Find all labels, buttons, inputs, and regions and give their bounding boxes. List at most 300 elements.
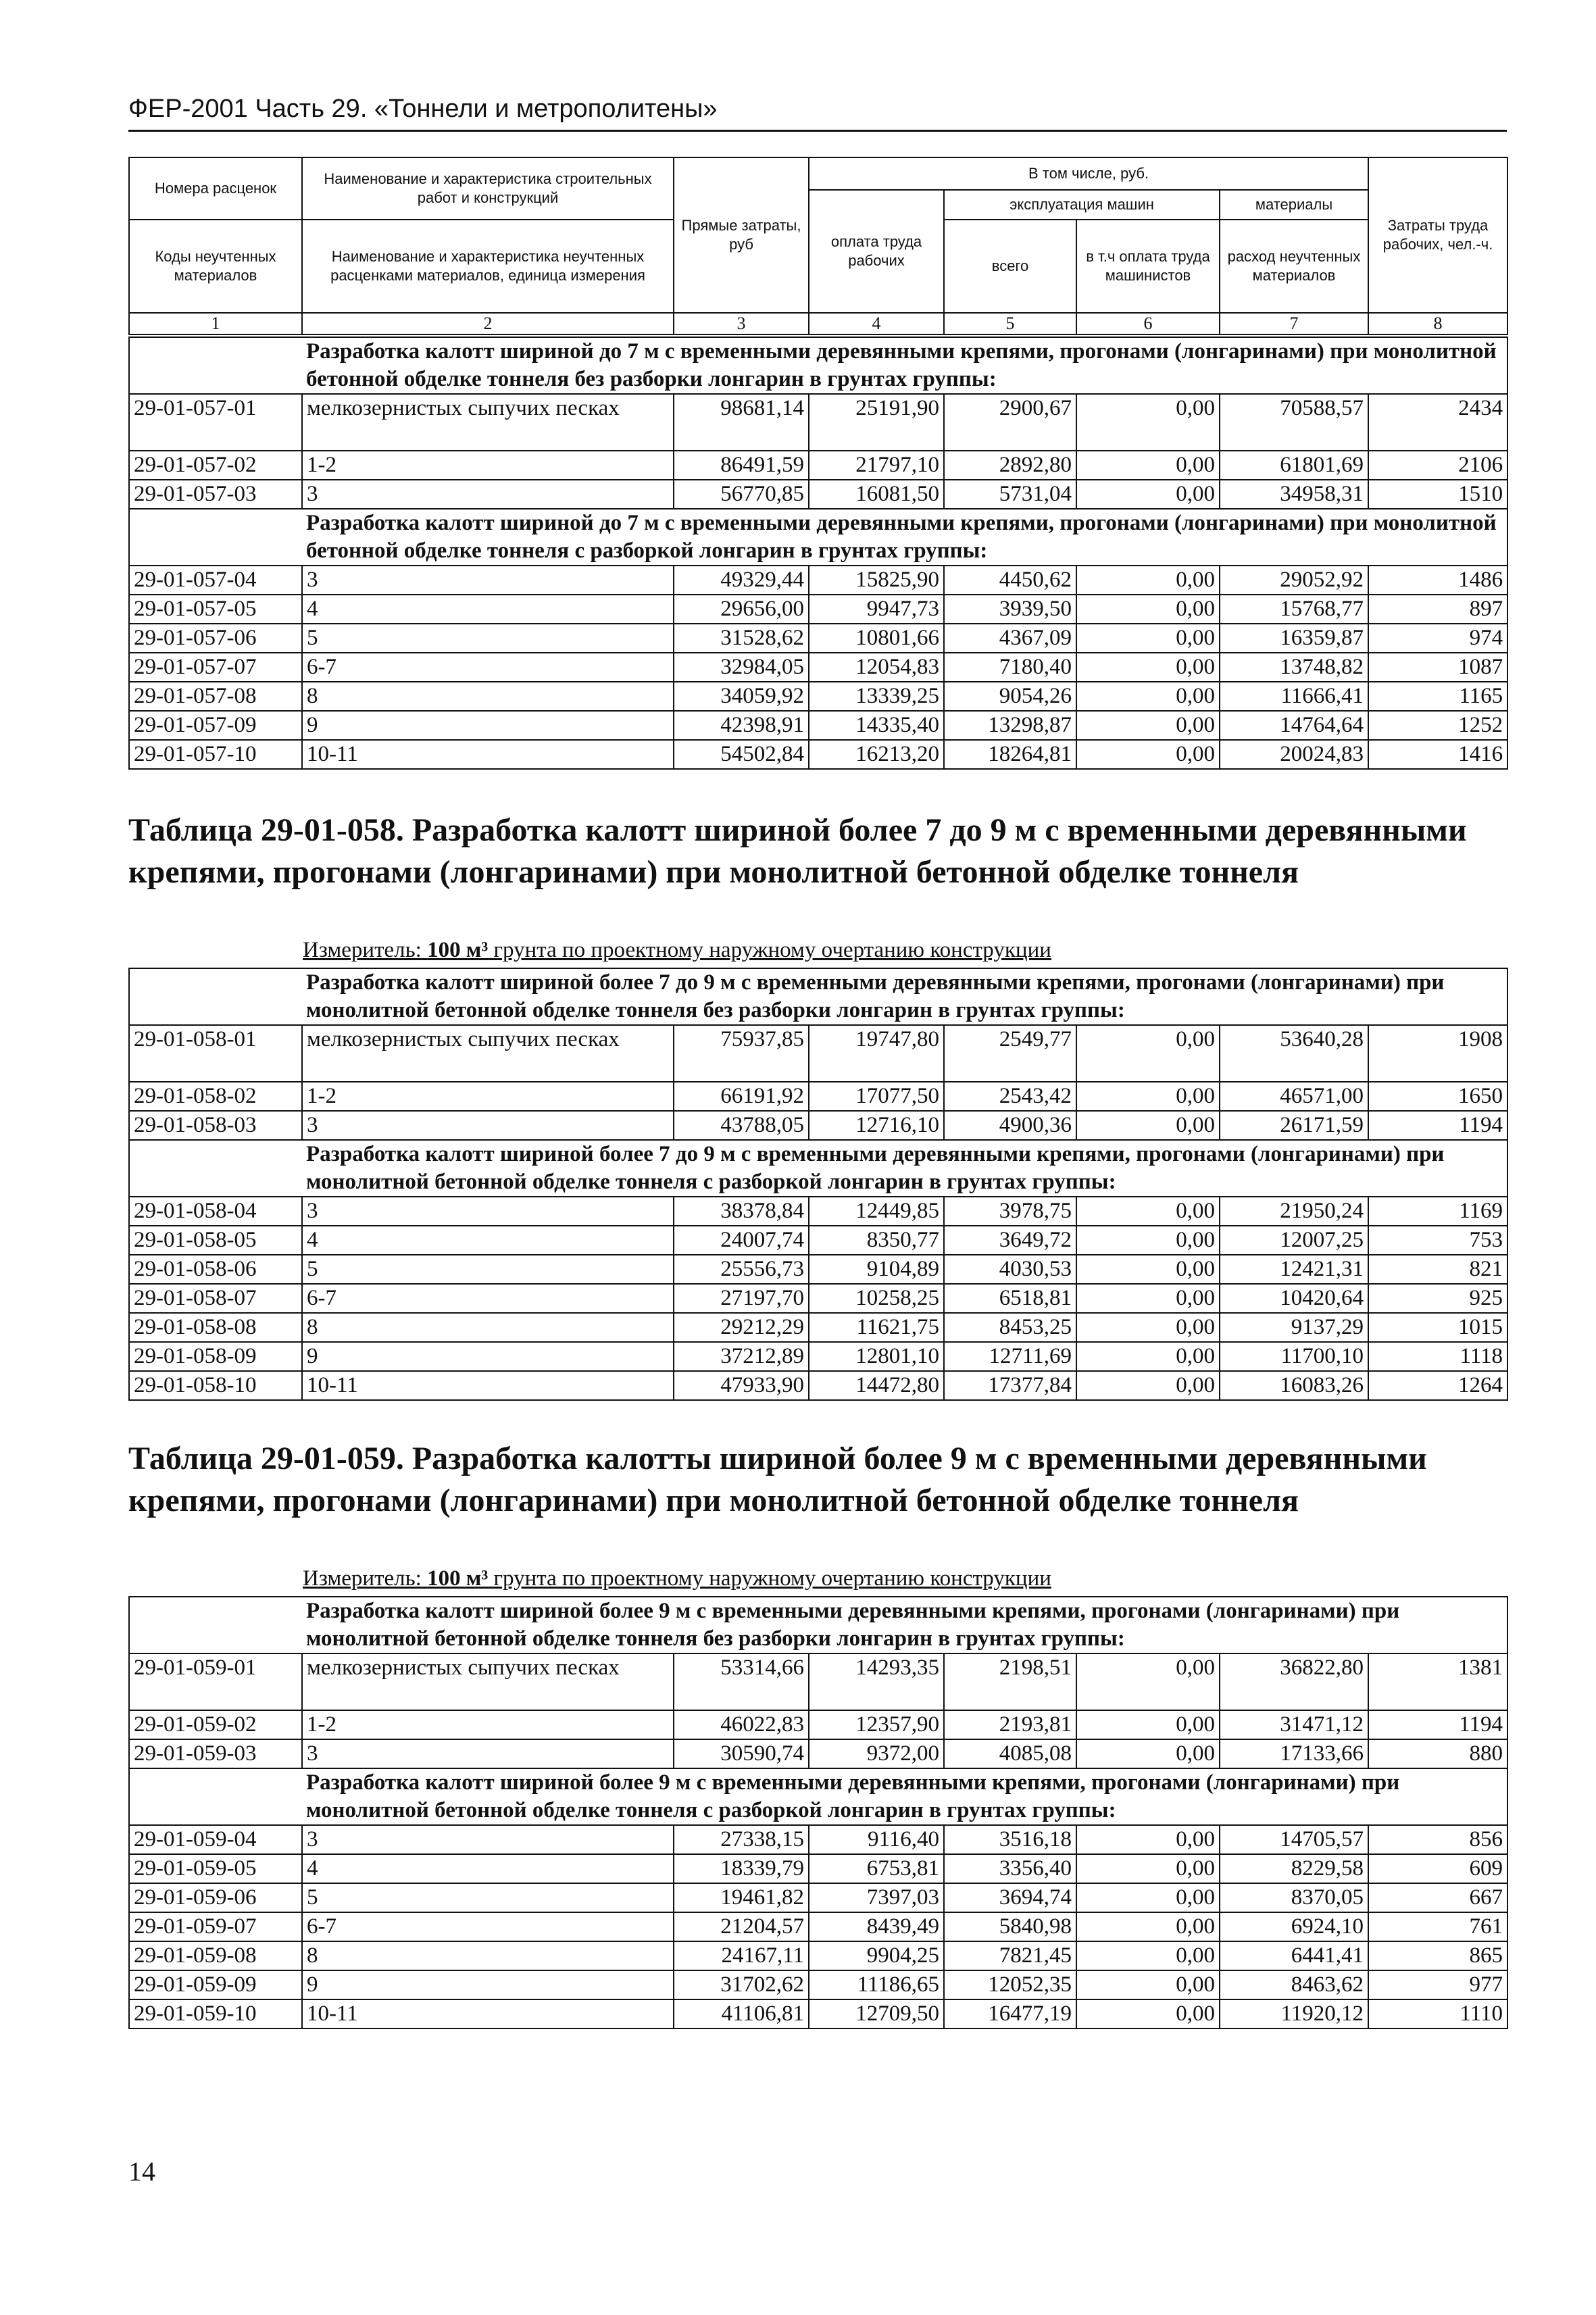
work-name: 3 bbox=[302, 1111, 674, 1140]
rate-code: 29-01-058-09 bbox=[129, 1342, 302, 1371]
work-name: 5 bbox=[302, 1255, 674, 1284]
table-059-title-text: Разработка калотты шириной более 9 м с временными деревянными крепями, прогонами (лонгаринами) при монолитной бетонной обделке тоннеля bbox=[128, 1441, 1427, 1518]
materials: 9137,29 bbox=[1220, 1313, 1368, 1342]
labor-hours: 1381 bbox=[1368, 1653, 1507, 1710]
machine-total: 12052,35 bbox=[944, 1970, 1076, 1999]
rate-code: 29-01-059-10 bbox=[129, 1999, 302, 2028]
direct-cost: 49329,44 bbox=[674, 566, 809, 595]
labor-hours: 977 bbox=[1368, 1970, 1507, 1999]
direct-cost: 31528,62 bbox=[674, 624, 809, 653]
column-header-table bbox=[128, 157, 1508, 335]
table-row bbox=[129, 1025, 1507, 1082]
labor-hours: 897 bbox=[1368, 595, 1507, 624]
rate-code: 29-01-058-08 bbox=[129, 1313, 302, 1342]
labor-hours: 925 bbox=[1368, 1284, 1507, 1313]
work-name: 6-7 bbox=[302, 1284, 674, 1313]
col-header-4: оплата труда рабочих bbox=[809, 190, 944, 313]
machinist-pay: 0,00 bbox=[1076, 1342, 1220, 1371]
work-name: 4 bbox=[302, 1854, 674, 1883]
measure-rest: грунта по проектному наружному очертанию конструкции bbox=[493, 1566, 1051, 1591]
machine-total: 3694,74 bbox=[944, 1883, 1076, 1912]
section-heading-spacer bbox=[129, 1140, 302, 1197]
table-row bbox=[129, 653, 1507, 682]
machinist-pay: 0,00 bbox=[1076, 1912, 1220, 1941]
machinist-pay: 0,00 bbox=[1076, 740, 1220, 769]
direct-cost: 27338,15 bbox=[674, 1825, 809, 1854]
machinist-pay: 0,00 bbox=[1076, 1111, 1220, 1140]
labor-pay: 11621,75 bbox=[809, 1313, 944, 1342]
direct-cost: 19461,82 bbox=[674, 1883, 809, 1912]
direct-cost: 34059,92 bbox=[674, 682, 809, 711]
labor-pay: 12801,10 bbox=[809, 1342, 944, 1371]
table-row bbox=[129, 1825, 1507, 1854]
col-num-7: 7 bbox=[1220, 313, 1368, 334]
machinist-pay: 0,00 bbox=[1076, 1739, 1220, 1768]
labor-hours: 1194 bbox=[1368, 1111, 1507, 1140]
table-row bbox=[129, 1854, 1507, 1883]
materials: 46571,00 bbox=[1220, 1082, 1368, 1111]
labor-hours: 1087 bbox=[1368, 653, 1507, 682]
labor-pay: 9116,40 bbox=[809, 1825, 944, 1854]
machinist-pay: 0,00 bbox=[1076, 1371, 1220, 1400]
rate-code: 29-01-057-04 bbox=[129, 566, 302, 595]
table-row bbox=[129, 624, 1507, 653]
materials: 11700,10 bbox=[1220, 1342, 1368, 1371]
rate-code: 29-01-059-06 bbox=[129, 1883, 302, 1912]
rate-code: 29-01-058-05 bbox=[129, 1226, 302, 1255]
work-name: мелкозернистых сыпучих песках bbox=[302, 1025, 674, 1082]
section-heading-row bbox=[129, 1768, 1507, 1825]
section-heading: Разработка калотт шириной более 9 м с временными деревянными крепями, прогонами (лонгаринами) при монолитной бетонной обделке тоннеля с разборкой лонгарин в грунтах группы: bbox=[302, 1768, 1507, 1825]
data-table bbox=[128, 337, 1508, 770]
direct-cost: 75937,85 bbox=[674, 1025, 809, 1082]
materials: 14764,64 bbox=[1220, 711, 1368, 740]
section-heading-spacer bbox=[129, 509, 302, 566]
work-name: 3 bbox=[302, 1739, 674, 1768]
direct-cost: 30590,74 bbox=[674, 1739, 809, 1768]
labor-hours: 2106 bbox=[1368, 451, 1507, 480]
machinist-pay: 0,00 bbox=[1076, 1710, 1220, 1739]
machinist-pay: 0,00 bbox=[1076, 394, 1220, 451]
rate-code: 29-01-058-02 bbox=[129, 1082, 302, 1111]
section-heading: Разработка калотт шириной более 7 до 9 м с временными деревянными крепями, прогонами (лонгаринами) при монолитной бетонной обделке тоннеля без разборки лонгарин в грунтах группы: bbox=[302, 968, 1507, 1025]
col-header-1a: Номера расценок bbox=[129, 157, 302, 220]
work-name: 1-2 bbox=[302, 1082, 674, 1111]
machinist-pay: 0,00 bbox=[1076, 1970, 1220, 1999]
measure-rest: грунта по проектному наружному очертанию конструкции bbox=[493, 938, 1051, 962]
labor-pay: 9372,00 bbox=[809, 1739, 944, 1768]
materials: 10420,64 bbox=[1220, 1284, 1368, 1313]
materials: 6924,10 bbox=[1220, 1912, 1368, 1941]
table-row bbox=[129, 1313, 1507, 1342]
table-row bbox=[129, 1371, 1507, 1400]
labor-hours: 1510 bbox=[1368, 480, 1507, 509]
materials: 8229,58 bbox=[1220, 1854, 1368, 1883]
machinist-pay: 0,00 bbox=[1076, 1226, 1220, 1255]
col-header-5: всего bbox=[944, 220, 1076, 313]
section-heading-spacer bbox=[129, 337, 302, 394]
labor-pay: 8439,49 bbox=[809, 1912, 944, 1941]
machine-total: 18264,81 bbox=[944, 740, 1076, 769]
materials: 29052,92 bbox=[1220, 566, 1368, 595]
work-name: 3 bbox=[302, 1197, 674, 1226]
rate-code: 29-01-058-03 bbox=[129, 1111, 302, 1140]
section-heading-spacer bbox=[129, 1597, 302, 1653]
column-header-block bbox=[128, 157, 1507, 335]
labor-hours: 865 bbox=[1368, 1941, 1507, 1970]
page-number: 14 bbox=[128, 2156, 155, 2187]
labor-pay: 10801,66 bbox=[809, 624, 944, 653]
labor-pay: 15825,90 bbox=[809, 566, 944, 595]
machinist-pay: 0,00 bbox=[1076, 480, 1220, 509]
work-name: 9 bbox=[302, 711, 674, 740]
labor-pay: 17077,50 bbox=[809, 1082, 944, 1111]
data-table bbox=[128, 968, 1508, 1401]
labor-hours: 1252 bbox=[1368, 711, 1507, 740]
direct-cost: 31702,62 bbox=[674, 1970, 809, 1999]
machine-total: 5840,98 bbox=[944, 1912, 1076, 1941]
rate-code: 29-01-058-04 bbox=[129, 1197, 302, 1226]
work-name: 8 bbox=[302, 1313, 674, 1342]
data-table bbox=[128, 1596, 1508, 2029]
table-059-body bbox=[128, 1596, 1507, 2029]
direct-cost: 46022,83 bbox=[674, 1710, 809, 1739]
machine-total: 3649,72 bbox=[944, 1226, 1076, 1255]
materials: 12421,31 bbox=[1220, 1255, 1368, 1284]
materials: 16359,87 bbox=[1220, 624, 1368, 653]
direct-cost: 24007,74 bbox=[674, 1226, 809, 1255]
table-057-body bbox=[128, 337, 1507, 770]
labor-hours: 1110 bbox=[1368, 1999, 1507, 2028]
table-row bbox=[129, 1226, 1507, 1255]
labor-hours: 821 bbox=[1368, 1255, 1507, 1284]
labor-pay: 12709,50 bbox=[809, 1999, 944, 2028]
materials: 11920,12 bbox=[1220, 1999, 1368, 2028]
direct-cost: 27197,70 bbox=[674, 1284, 809, 1313]
rate-code: 29-01-057-05 bbox=[129, 595, 302, 624]
direct-cost: 37212,89 bbox=[674, 1342, 809, 1371]
labor-hours: 1165 bbox=[1368, 682, 1507, 711]
direct-cost: 42398,91 bbox=[674, 711, 809, 740]
labor-pay: 9947,73 bbox=[809, 595, 944, 624]
labor-pay: 12449,85 bbox=[809, 1197, 944, 1226]
labor-pay: 16081,50 bbox=[809, 480, 944, 509]
section-heading-spacer bbox=[129, 1768, 302, 1825]
labor-pay: 13339,25 bbox=[809, 682, 944, 711]
labor-hours: 974 bbox=[1368, 624, 1507, 653]
rate-code: 29-01-059-03 bbox=[129, 1739, 302, 1768]
materials: 20024,83 bbox=[1220, 740, 1368, 769]
col-header-3: Прямые затраты, руб bbox=[674, 157, 809, 313]
machine-total: 4085,08 bbox=[944, 1739, 1076, 1768]
machine-total: 12711,69 bbox=[944, 1342, 1076, 1371]
work-name: 5 bbox=[302, 1883, 674, 1912]
machine-total: 2892,80 bbox=[944, 451, 1076, 480]
direct-cost: 43788,05 bbox=[674, 1111, 809, 1140]
labor-hours: 1169 bbox=[1368, 1197, 1507, 1226]
rate-code: 29-01-059-08 bbox=[129, 1941, 302, 1970]
machinist-pay: 0,00 bbox=[1076, 653, 1220, 682]
work-name: мелкозернистых сыпучих песках bbox=[302, 1653, 674, 1710]
machine-total: 2900,67 bbox=[944, 394, 1076, 451]
machinist-pay: 0,00 bbox=[1076, 1197, 1220, 1226]
direct-cost: 66191,92 bbox=[674, 1082, 809, 1111]
col-num-5: 5 bbox=[944, 313, 1076, 334]
rate-code: 29-01-057-03 bbox=[129, 480, 302, 509]
rate-code: 29-01-059-01 bbox=[129, 1653, 302, 1710]
materials: 8370,05 bbox=[1220, 1883, 1368, 1912]
direct-cost: 25556,73 bbox=[674, 1255, 809, 1284]
materials: 26171,59 bbox=[1220, 1111, 1368, 1140]
col-header-7: расход неучтенных материалов bbox=[1220, 220, 1368, 313]
section-heading-spacer bbox=[129, 968, 302, 1025]
table-058-measure bbox=[303, 938, 1051, 963]
labor-pay: 10258,25 bbox=[809, 1284, 944, 1313]
table-row bbox=[129, 1999, 1507, 2028]
section-heading: Разработка калотт шириной более 9 м с временными деревянными крепями, прогонами (лонгаринами) при монолитной бетонной обделке тоннеля без разборки лонгарин в грунтах группы: bbox=[302, 1597, 1507, 1653]
table-row bbox=[129, 1970, 1507, 1999]
labor-pay: 14335,40 bbox=[809, 711, 944, 740]
measure-value: 100 м³ bbox=[427, 1566, 489, 1591]
rate-code: 29-01-057-07 bbox=[129, 653, 302, 682]
materials: 31471,12 bbox=[1220, 1710, 1368, 1739]
labor-pay: 7397,03 bbox=[809, 1883, 944, 1912]
work-name: 5 bbox=[302, 624, 674, 653]
machine-total: 4030,53 bbox=[944, 1255, 1076, 1284]
labor-hours: 761 bbox=[1368, 1912, 1507, 1941]
table-row bbox=[129, 1197, 1507, 1226]
labor-pay: 25191,90 bbox=[809, 394, 944, 451]
rate-code: 29-01-059-07 bbox=[129, 1912, 302, 1941]
machinist-pay: 0,00 bbox=[1076, 1883, 1220, 1912]
machine-total: 16477,19 bbox=[944, 1999, 1076, 2028]
machinist-pay: 0,00 bbox=[1076, 682, 1220, 711]
machinist-pay: 0,00 bbox=[1076, 1313, 1220, 1342]
machinist-pay: 0,00 bbox=[1076, 595, 1220, 624]
materials: 16083,26 bbox=[1220, 1371, 1368, 1400]
machine-total: 2198,51 bbox=[944, 1653, 1076, 1710]
col-num-2: 2 bbox=[302, 313, 674, 334]
machine-total: 7180,40 bbox=[944, 653, 1076, 682]
work-name: 3 bbox=[302, 1825, 674, 1854]
materials: 21950,24 bbox=[1220, 1197, 1368, 1226]
labor-pay: 8350,77 bbox=[809, 1226, 944, 1255]
table-row bbox=[129, 1284, 1507, 1313]
table-058-body bbox=[128, 968, 1507, 1401]
machine-total: 2193,81 bbox=[944, 1710, 1076, 1739]
machine-total: 4367,09 bbox=[944, 624, 1076, 653]
table-row bbox=[129, 480, 1507, 509]
section-heading: Разработка калотт шириной более 7 до 9 м с временными деревянными крепями, прогонами (лонгаринами) при монолитной бетонной обделке тоннеля с разборкой лонгарин в грунтах группы: bbox=[302, 1140, 1507, 1197]
col-num-4: 4 bbox=[809, 313, 944, 334]
work-name: 6-7 bbox=[302, 1912, 674, 1941]
rate-code: 29-01-057-08 bbox=[129, 682, 302, 711]
table-058-label: Таблица 29-01-058. bbox=[128, 812, 404, 848]
work-name: мелкозернистых сыпучих песках bbox=[302, 394, 674, 451]
labor-hours: 856 bbox=[1368, 1825, 1507, 1854]
machinist-pay: 0,00 bbox=[1076, 624, 1220, 653]
machinist-pay: 0,00 bbox=[1076, 1082, 1220, 1111]
labor-pay: 16213,20 bbox=[809, 740, 944, 769]
work-name: 8 bbox=[302, 682, 674, 711]
labor-pay: 9104,89 bbox=[809, 1255, 944, 1284]
direct-cost: 56770,85 bbox=[674, 480, 809, 509]
table-059-title bbox=[128, 1438, 1507, 1522]
col-header-mat: материалы bbox=[1220, 190, 1368, 220]
machine-total: 3516,18 bbox=[944, 1825, 1076, 1854]
measure-prefix: Измеритель: bbox=[303, 1566, 422, 1591]
work-name: 1-2 bbox=[302, 451, 674, 480]
rate-code: 29-01-059-09 bbox=[129, 1970, 302, 1999]
table-row bbox=[129, 1342, 1507, 1371]
labor-pay: 14293,35 bbox=[809, 1653, 944, 1710]
machine-total: 2543,42 bbox=[944, 1082, 1076, 1111]
machinist-pay: 0,00 bbox=[1076, 1825, 1220, 1854]
table-row bbox=[129, 1912, 1507, 1941]
labor-hours: 753 bbox=[1368, 1226, 1507, 1255]
work-name: 3 bbox=[302, 566, 674, 595]
direct-cost: 86491,59 bbox=[674, 451, 809, 480]
labor-pay: 12716,10 bbox=[809, 1111, 944, 1140]
col-header-6: в т.ч оплата труда машинистов bbox=[1076, 220, 1220, 313]
table-row bbox=[129, 1255, 1507, 1284]
table-058-title bbox=[128, 810, 1507, 893]
col-header-8: Затраты труда рабочих, чел.-ч. bbox=[1368, 157, 1507, 313]
table-row bbox=[129, 1111, 1507, 1140]
labor-hours: 2434 bbox=[1368, 394, 1507, 451]
work-name: 9 bbox=[302, 1342, 674, 1371]
machine-total: 17377,84 bbox=[944, 1371, 1076, 1400]
machine-total: 3939,50 bbox=[944, 595, 1076, 624]
table-059-measure bbox=[303, 1566, 1051, 1591]
table-row bbox=[129, 1082, 1507, 1111]
work-name: 1-2 bbox=[302, 1710, 674, 1739]
rate-code: 29-01-058-07 bbox=[129, 1284, 302, 1313]
labor-hours: 1264 bbox=[1368, 1371, 1507, 1400]
section-heading-row bbox=[129, 1140, 1507, 1197]
direct-cost: 54502,84 bbox=[674, 740, 809, 769]
labor-pay: 11186,65 bbox=[809, 1970, 944, 1999]
rate-code: 29-01-057-06 bbox=[129, 624, 302, 653]
col-header-2b: Наименование и характеристика неучтенных расценками материалов, единица измерения bbox=[302, 220, 674, 313]
labor-pay: 12054,83 bbox=[809, 653, 944, 682]
machinist-pay: 0,00 bbox=[1076, 1854, 1220, 1883]
work-name: 6-7 bbox=[302, 653, 674, 682]
rate-code: 29-01-057-09 bbox=[129, 711, 302, 740]
labor-hours: 667 bbox=[1368, 1883, 1507, 1912]
header-rule bbox=[128, 130, 1507, 132]
direct-cost: 38378,84 bbox=[674, 1197, 809, 1226]
labor-hours: 1908 bbox=[1368, 1025, 1507, 1082]
machinist-pay: 0,00 bbox=[1076, 1653, 1220, 1710]
materials: 36822,80 bbox=[1220, 1653, 1368, 1710]
machinist-pay: 0,00 bbox=[1076, 1941, 1220, 1970]
col-header-incl: В том числе, руб. bbox=[809, 157, 1368, 190]
table-row bbox=[129, 1710, 1507, 1739]
direct-cost: 98681,14 bbox=[674, 394, 809, 451]
direct-cost: 21204,57 bbox=[674, 1912, 809, 1941]
materials: 34958,31 bbox=[1220, 480, 1368, 509]
table-row bbox=[129, 1739, 1507, 1768]
work-name: 9 bbox=[302, 1970, 674, 1999]
machine-total: 4900,36 bbox=[944, 1111, 1076, 1140]
rate-code: 29-01-057-01 bbox=[129, 394, 302, 451]
rate-code: 29-01-057-02 bbox=[129, 451, 302, 480]
machinist-pay: 0,00 bbox=[1076, 1025, 1220, 1082]
labor-hours: 1194 bbox=[1368, 1710, 1507, 1739]
machine-total: 13298,87 bbox=[944, 711, 1076, 740]
col-header-mach: эксплуатация машин bbox=[944, 190, 1220, 220]
measure-prefix: Измеритель: bbox=[303, 938, 422, 962]
machinist-pay: 0,00 bbox=[1076, 711, 1220, 740]
labor-hours: 609 bbox=[1368, 1854, 1507, 1883]
labor-hours: 1416 bbox=[1368, 740, 1507, 769]
machine-total: 6518,81 bbox=[944, 1284, 1076, 1313]
work-name: 10-11 bbox=[302, 740, 674, 769]
machine-total: 7821,45 bbox=[944, 1941, 1076, 1970]
direct-cost: 47933,90 bbox=[674, 1371, 809, 1400]
work-name: 4 bbox=[302, 595, 674, 624]
table-row bbox=[129, 566, 1507, 595]
materials: 12007,25 bbox=[1220, 1226, 1368, 1255]
labor-pay: 19747,80 bbox=[809, 1025, 944, 1082]
labor-pay: 6753,81 bbox=[809, 1854, 944, 1883]
labor-pay: 21797,10 bbox=[809, 451, 944, 480]
machinist-pay: 0,00 bbox=[1076, 451, 1220, 480]
section-heading: Разработка калотт шириной до 7 м с временными деревянными крепями, прогонами (лонгаринами) при монолитной бетонной обделке тоннеля с разборкой лонгарин в грунтах группы: bbox=[302, 509, 1507, 566]
section-heading-row bbox=[129, 968, 1507, 1025]
work-name: 4 bbox=[302, 1226, 674, 1255]
direct-cost: 29656,00 bbox=[674, 595, 809, 624]
measure-value: 100 м³ bbox=[427, 938, 489, 962]
direct-cost: 29212,29 bbox=[674, 1313, 809, 1342]
machine-total: 2549,77 bbox=[944, 1025, 1076, 1082]
col-num-3: 3 bbox=[674, 313, 809, 334]
table-row bbox=[129, 394, 1507, 451]
labor-pay: 9904,25 bbox=[809, 1941, 944, 1970]
direct-cost: 24167,11 bbox=[674, 1941, 809, 1970]
materials: 61801,69 bbox=[1220, 451, 1368, 480]
rate-code: 29-01-059-05 bbox=[129, 1854, 302, 1883]
rate-code: 29-01-057-10 bbox=[129, 740, 302, 769]
table-row bbox=[129, 451, 1507, 480]
table-row bbox=[129, 1883, 1507, 1912]
labor-hours: 1015 bbox=[1368, 1313, 1507, 1342]
materials: 13748,82 bbox=[1220, 653, 1368, 682]
work-name: 8 bbox=[302, 1941, 674, 1970]
rate-code: 29-01-059-04 bbox=[129, 1825, 302, 1854]
labor-pay: 14472,80 bbox=[809, 1371, 944, 1400]
table-row bbox=[129, 682, 1507, 711]
section-heading-row bbox=[129, 337, 1507, 394]
materials: 53640,28 bbox=[1220, 1025, 1368, 1082]
materials: 14705,57 bbox=[1220, 1825, 1368, 1854]
machine-total: 8453,25 bbox=[944, 1313, 1076, 1342]
machinist-pay: 0,00 bbox=[1076, 1255, 1220, 1284]
col-header-1b: Коды неучтенных материалов bbox=[129, 220, 302, 313]
page-header: ФЕР-2001 Часть 29. «Тоннели и метрополитены» bbox=[128, 95, 718, 123]
labor-pay: 12357,90 bbox=[809, 1710, 944, 1739]
table-row bbox=[129, 595, 1507, 624]
work-name: 10-11 bbox=[302, 1371, 674, 1400]
rate-code: 29-01-059-02 bbox=[129, 1710, 302, 1739]
col-num-1: 1 bbox=[129, 313, 302, 334]
materials: 17133,66 bbox=[1220, 1739, 1368, 1768]
direct-cost: 41106,81 bbox=[674, 1999, 809, 2028]
section-heading-row bbox=[129, 509, 1507, 566]
direct-cost: 18339,79 bbox=[674, 1854, 809, 1883]
table-row bbox=[129, 1653, 1507, 1710]
